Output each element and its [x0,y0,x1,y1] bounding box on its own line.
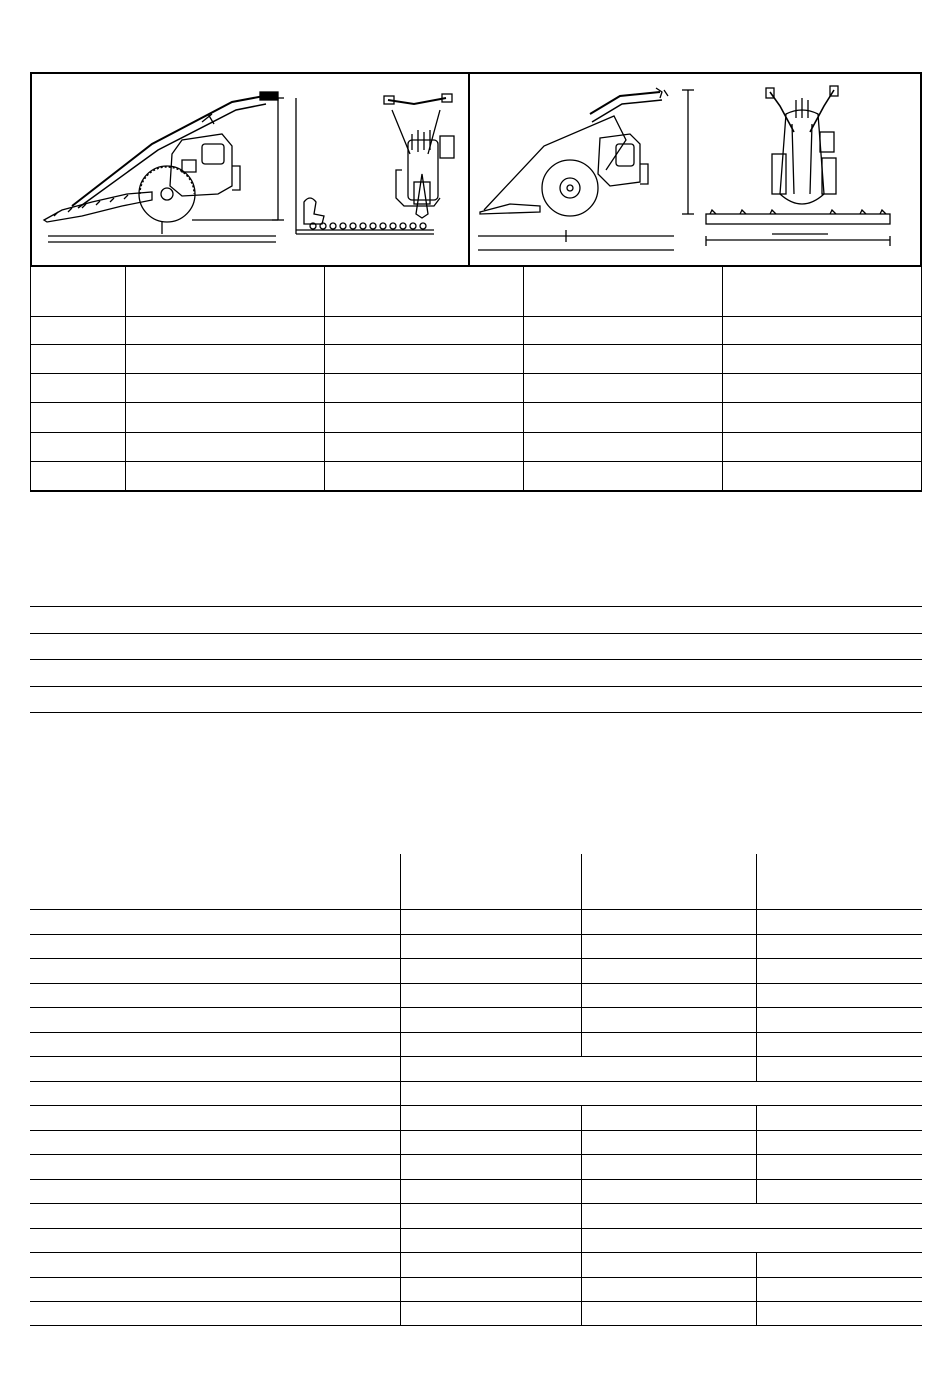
wheeled-mower-illustration [470,74,920,265]
sickle-bar-mower-illustration [32,74,468,265]
sickle-bar-mower-front-view-icon [296,94,454,234]
wheeled-mower-front-view-icon [706,86,890,246]
wheeled-mower-side-view-icon [478,88,694,250]
sickle-bar-mower-side-view-icon [44,92,284,242]
